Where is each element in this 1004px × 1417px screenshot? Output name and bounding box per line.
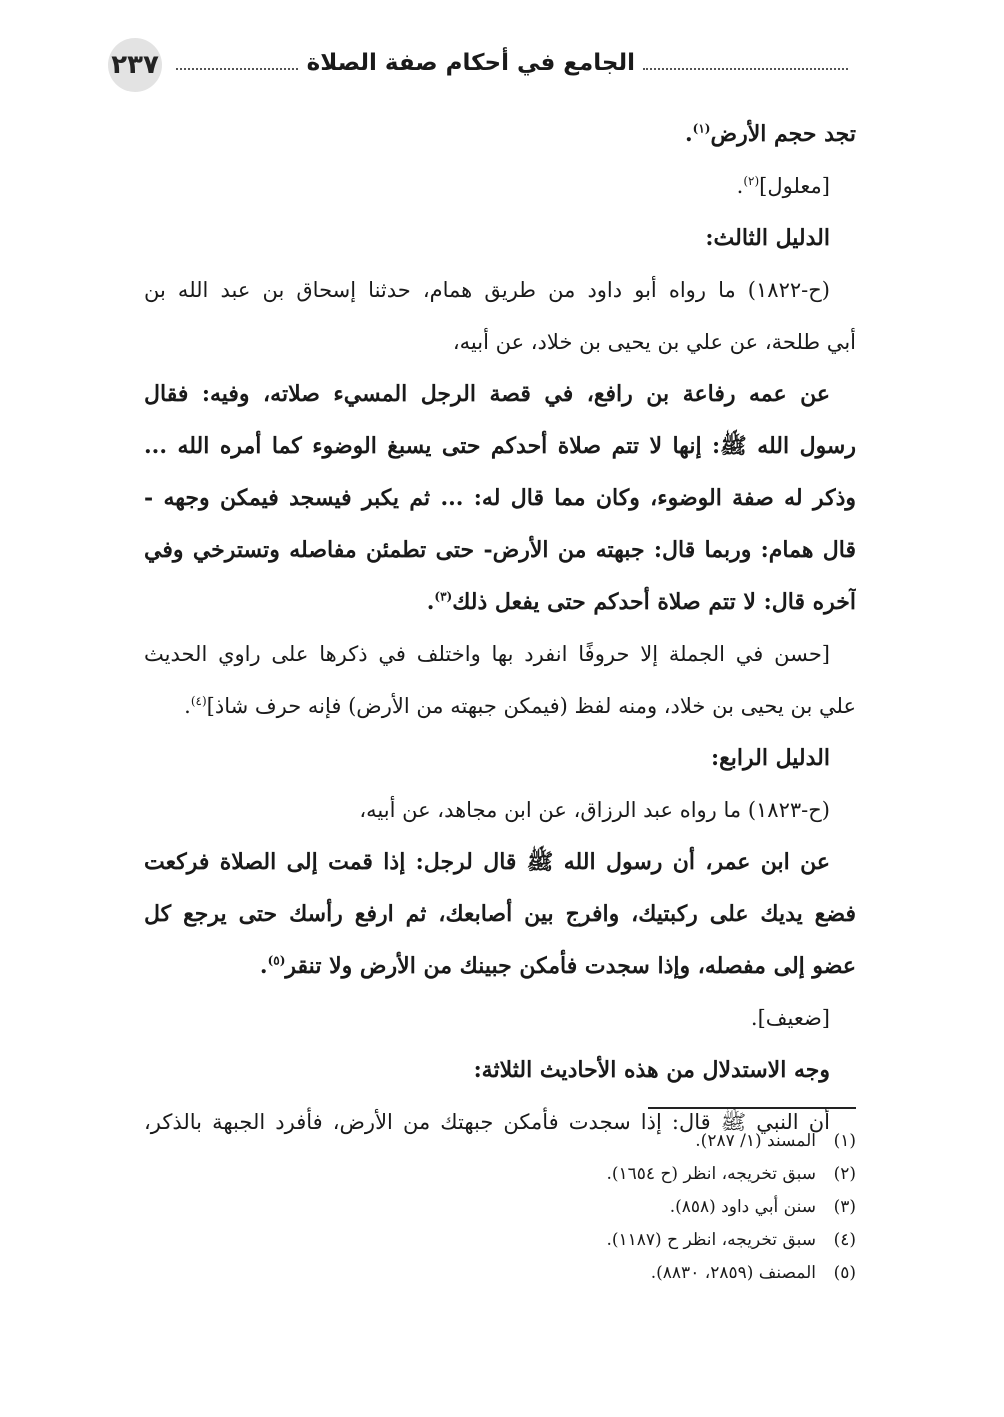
line-punctuation: . (426, 589, 435, 615)
footnote-text: المسند (١/ ٢٨٧). (695, 1131, 816, 1151)
footnote-number: (٢) (833, 1164, 856, 1184)
footnote-ref[interactable]: (٥) (267, 953, 286, 968)
footnote-ref[interactable]: (٣) (434, 589, 453, 604)
text-line (144, 680, 856, 732)
line-text: فضع يديك على ركبتيك، وافرج بين أصابعك، ثم ارفع رأسك حتى يرجع كل (144, 901, 856, 927)
line-text: [حسن في الجملة إلا حروفًا انفرد بها واختلف في ذكرها على راوي الحديث (144, 642, 830, 666)
text-line (144, 888, 856, 940)
footnote-separator (648, 1107, 856, 1109)
line-text: أن النبي ﷺ قال: إذا سجدت فأمكن جبهتك من الأرض، فأفرد الجبهة بالذكر، (144, 1110, 830, 1134)
footnote-number: (١) (833, 1131, 856, 1151)
line-text: (ح-١٨٢٢) ما رواه أبو داود من طريق همام، حدثنا إسحاق بن عبد الله بن (144, 278, 830, 302)
footnote-ref[interactable]: (٤) (190, 694, 207, 708)
text-line (144, 368, 856, 420)
line-punctuation: . (259, 953, 268, 979)
text-line (144, 212, 856, 264)
header-dots-right (643, 68, 848, 70)
footnote-number: (٤) (833, 1230, 856, 1250)
text-line (144, 628, 856, 680)
footnote-ref[interactable]: (٢) (743, 174, 760, 188)
footnote-number: (٣) (833, 1197, 856, 1217)
line-text: أبي طلحة، عن علي بن يحيى بن خلاد، عن أبيه، (452, 330, 856, 354)
footnotes (144, 1125, 856, 1290)
footnote-number: (٥) (833, 1263, 856, 1283)
body-text (144, 108, 856, 1148)
line-text: علي بن يحيى بن خلاد، ومنه لفظ (فيمكن جبهته من الأرض) فإنه حرف شاذ] (206, 694, 856, 718)
text-line (144, 316, 856, 368)
footnote-item (144, 1257, 856, 1290)
text-line (144, 1044, 856, 1096)
footnote-ref[interactable]: (١) (692, 121, 711, 136)
text-line (144, 160, 856, 212)
line-punctuation: . (736, 174, 744, 198)
footnote-item (144, 1158, 856, 1191)
text-line (144, 576, 856, 628)
footnote-item (144, 1191, 856, 1224)
text-line (144, 420, 856, 472)
line-text: الدليل الثالث: (705, 225, 830, 251)
footnote-text: المصنف (٢٨٥٩، ٨٨٣٠). (650, 1263, 816, 1283)
text-line (144, 836, 856, 888)
line-text: وجه الاستدلال من هذه الأحاديث الثلاثة: (473, 1057, 830, 1083)
line-text: عضو إلى مفصله، وإذا سجدت فأمكن جبينك من الأرض ولا تنقر (285, 953, 856, 979)
line-text: رسول الله ﷺ: إنها لا تتم صلاة أحدكم حتى يسبغ الوضوء كما أمره الله ... (144, 433, 856, 459)
line-text: (ح-١٨٢٣) ما رواه عبد الرزاق، عن ابن مجاهد، عن أبيه، (359, 798, 830, 822)
text-line (144, 940, 856, 992)
footnote-text: سنن أبي داود (٨٥٨). (669, 1197, 816, 1217)
footnote-item (144, 1224, 856, 1257)
footnote-text: سبق تخريجه، انظر ح (١١٨٧). (606, 1230, 816, 1250)
line-text: وذكر له صفة الوضوء، وكان مما قال له: ... ثم يكبر فيسجد فيمكن وجهه - (144, 485, 856, 511)
footnote-text: سبق تخريجه، انظر (ح ١٦٥٤). (606, 1164, 816, 1184)
line-text: [ضعيف]. (750, 1006, 830, 1030)
running-title: الجامع في أحكام صفة الصلاة (299, 50, 643, 76)
text-line (144, 264, 856, 316)
line-text: [معلول] (759, 174, 830, 198)
footnote-item (144, 1125, 856, 1158)
text-line (144, 472, 856, 524)
line-text: آخره قال: لا تتم صلاة أحدكم حتى يفعل ذلك (452, 589, 856, 615)
page-number: ٢٣٧ (108, 38, 162, 92)
line-text: تجد حجم الأرض (710, 121, 856, 147)
line-text: عن ابن عمر، أن رسول الله ﷺ قال لرجل: إذا قمت إلى الصلاة فركعت (144, 849, 830, 875)
line-text: عن عمه رفاعة بن رافع، في قصة الرجل المسيء صلاته، وفيه: فقال (144, 381, 830, 407)
text-line (144, 108, 856, 160)
line-punctuation: . (684, 121, 693, 147)
line-punctuation: . (184, 694, 191, 718)
text-line (144, 992, 856, 1044)
line-text: الدليل الرابع: (710, 745, 830, 771)
text-line (144, 784, 856, 836)
text-line (144, 524, 856, 576)
text-line (144, 732, 856, 784)
line-text: قال همام: وربما قال: جبهته من الأرض- حتى تطمئن مفاصله وتسترخي وفي (144, 537, 856, 563)
page-header (108, 38, 848, 98)
